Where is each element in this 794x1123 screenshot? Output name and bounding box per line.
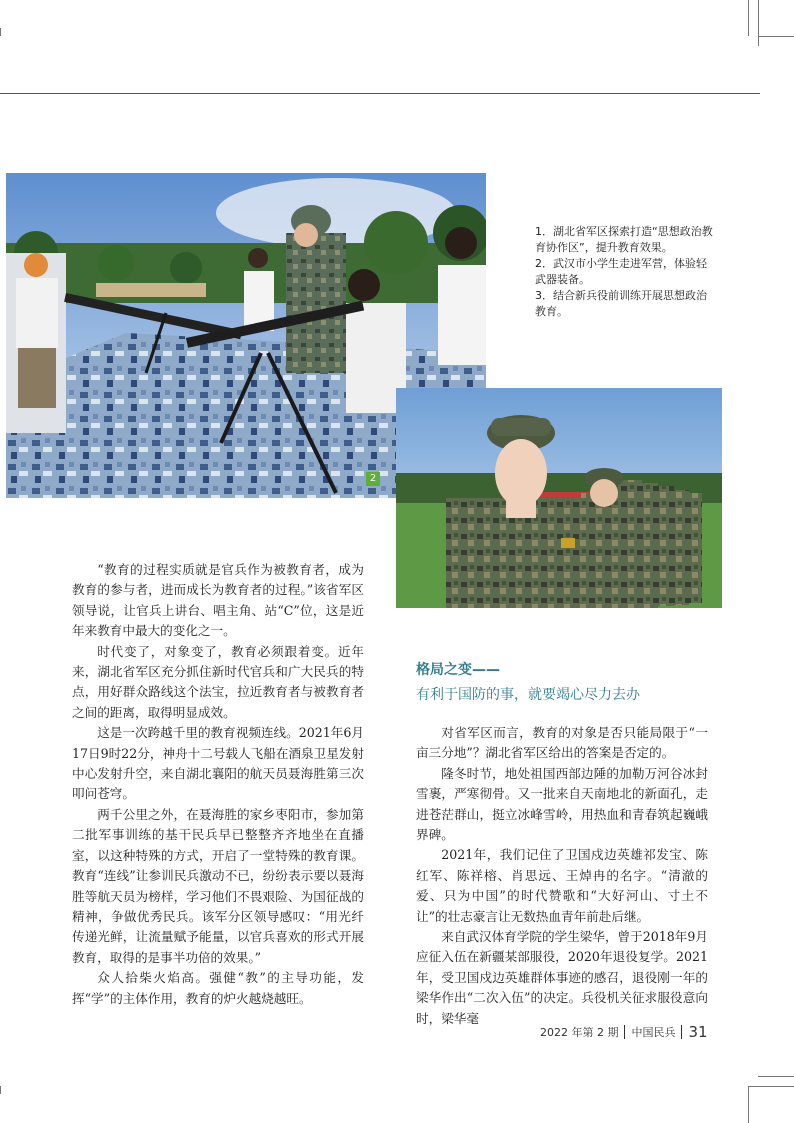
photo-caption (535, 224, 715, 320)
page-footer (540, 1023, 708, 1041)
page-number: 31 (688, 1023, 708, 1041)
paragraph: 隆冬时节，地处祖国西部边陲的加勒万河谷冰封雪裹，严寒彻骨。又一批来自天南地北的新面孔，走进苍茫群山，挺立冰峰雪岭，用热血和青春筑起巍峨界碑。 (416, 765, 708, 843)
crop-mark-left-top (0, 28, 1, 36)
crop-mark-top-h (758, 36, 794, 37)
caption-item: 1．湖北省军区探索打造“思想政治教育协作区”，提升教育效果。 (535, 225, 713, 254)
article-right-column (416, 723, 708, 1029)
paragraph: 2021年，我们记住了卫国戍边英雄祁发宝、陈红军、陈祥榕、肖思远、王焯冉的名字。“清澈的爱、只为中国”的时代赞歌和“大好河山、寸土不让”的壮志豪言让无数热血青年前赴后继。 (416, 847, 708, 924)
crop-mark-bottom-h (748, 1086, 794, 1087)
article-left-column (72, 560, 364, 1009)
crop-mark-bottom-v (748, 1086, 749, 1123)
caption-item: 2．武汉市小学生走进军营，体验轻武器装备。 (535, 257, 707, 286)
photo-female-recruits (396, 388, 722, 608)
section-subtitle: 有利于国防的事，就要竭心尽力去办 (416, 687, 640, 703)
paragraph: 时代变了，对象变了，教育必须跟着变。近年来，湖北省军区充分抓住新时代官兵和广大民兵的特点，用好群众路线这个法宝，拉近教育者与被教育者之间的距离，取得明显成效。 (72, 643, 364, 720)
footer-divider (624, 1025, 625, 1039)
photo-number-badge: 2 (366, 472, 380, 486)
paragraph: 两千公里之外，在聂海胜的家乡枣阳市，参加第二批军事训练的基干民兵早已整整齐齐地坐在直播室，以这种特殊的方式，开启了一堂特殊的教育课。教育“连线”让参训民兵激动不已，纷纷表示要以聂海胜等航天员为榜样，学习他们不畏艰险、为国征战的精神，争做优秀民兵。该军分区领导感叹：“用光纤传递光鲜，让流量赋予能量，以官兵喜欢的形式开展教育，取得的是事半功倍的效果。” (72, 806, 364, 965)
issue-label: 2022 年第 2 期 (540, 1026, 619, 1039)
paragraph: 来自武汉体育学院的学生梁华，曾于2018年9月应征入伍在新疆某部服役，2020年退役复学。2021年，受卫国戍边英雄群体事迹的感召，退役刚一年的梁华作出“二次入伍”的决定。兵役机关征求服役意向时，梁华毫 (416, 929, 708, 1026)
paragraph: 众人拾柴火焰高。强健“教”的主导功能，发挥“学”的主体作用，教育的炉火越烧越旺。 (72, 970, 364, 1006)
paragraph: 对省军区而言，教育的对象是否只能局限于“一亩三分地”？湖北省军区给出的答案是否定的。 (416, 725, 708, 761)
section-title: 格局之变—— (416, 662, 500, 678)
magazine-name: 中国民兵 (631, 1026, 676, 1039)
crop-mark-bottom-h2 (758, 1076, 794, 1077)
crop-mark-left-bottom (0, 1086, 1, 1094)
paragraph: “教育的过程实质就是官兵作为被教育者，成为教育的参与者，进而成长为教育者的过程。”该省军区领导说，让官兵上讲台、唱主角、站“C”位，这是近年来教育中最大的变化之一。 (72, 562, 364, 639)
crop-mark-top-v (748, 0, 749, 36)
header-rule (0, 93, 760, 94)
footer-divider (681, 1025, 682, 1039)
crop-mark-top-v2 (758, 0, 759, 46)
paragraph: 这是一次跨越千里的教育视频连线。2021年6月17日9时22分，神舟十二号载人飞船在酒泉卫星发射中心发射升空，来自湖北襄阳的航天员聂海胜第三次叩问苍穹。 (72, 725, 364, 802)
caption-item: 3．结合新兵役前训练开展思想政治教育。 (535, 289, 707, 318)
